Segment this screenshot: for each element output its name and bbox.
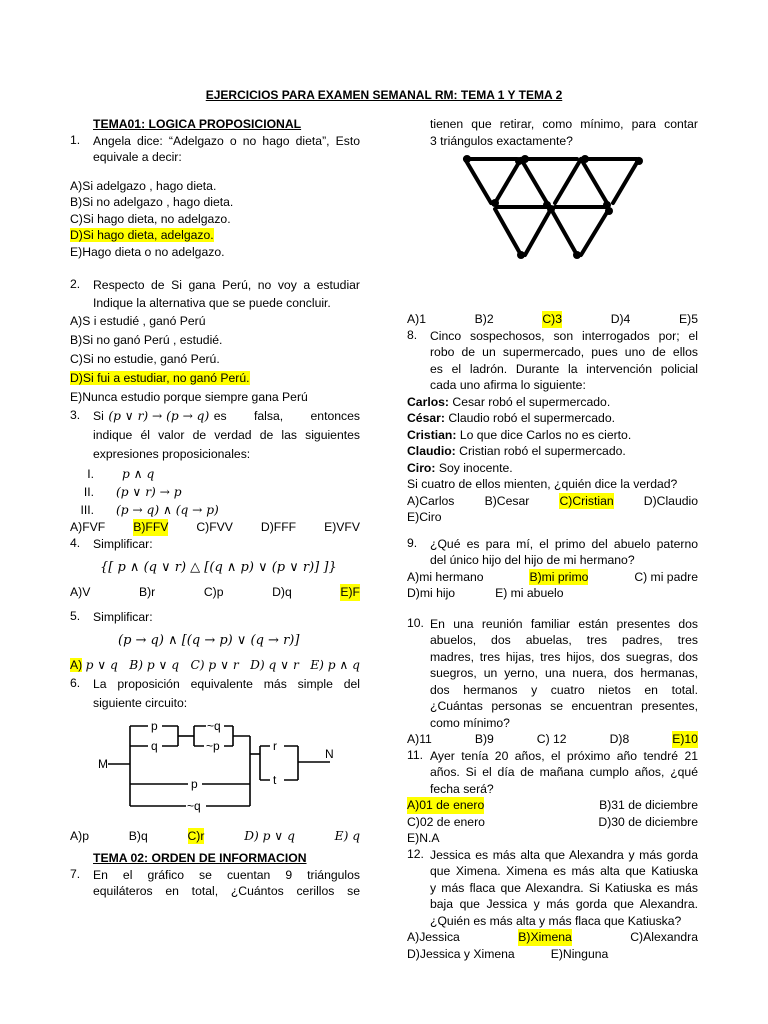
question-7-continued: tienen que retirar, como mínimo, para contar [430,117,698,131]
option-d-highlighted: D)Si hago dieta, adelgazo. [70,228,214,242]
formula: (p → q) ∧ [(q → p) ∨ (q → r)] [118,633,300,648]
option-d: D)q [272,585,292,599]
option-d: D)Claudio [643,493,698,508]
option-a: A)V [70,585,91,599]
si-label: Si [93,409,104,423]
option-b: B)r [138,585,156,599]
question-text: En el gráfico se cuentan 9 triángulos [93,867,360,882]
question-number: 5. [70,608,81,623]
question-text: Simplificar: [93,536,153,551]
option-a: A)mi hermano [407,569,484,584]
question-text: Ayer tenía 20 años, el próximo año tendré 21 [430,748,698,763]
option-b-highlighted: B)mi primo [529,569,589,584]
question-9 [407,536,698,569]
question-text: suegros, un yerno, una nuera, dos hermanas, [430,666,698,680]
question-4 [70,536,360,553]
option-e: E)VFV [324,520,360,534]
option-a-highlighted: A) [70,658,83,672]
question-text: Respecto de Si gana Perú, no voy a estudiar [93,278,360,292]
question-10 [407,616,698,732]
statement: César: Claudio robó el supermercado. [407,411,615,425]
question-12 [407,847,698,930]
option-e: E)Hago dieta o no adelgazo. [70,244,225,259]
section-heading-tema1: TEMA01: LOGICA PROPOSICIONAL [93,117,302,131]
question-text: Jessica es más alta que Alexandra y más gorda [430,847,698,862]
option-b: B)Si no adelgazo , hago dieta. [70,195,234,209]
page-title: EJERCICIOS PARA EXAMEN SEMANAL RM: TEMA 1 Y TEMA 2 [205,88,563,102]
options-row [407,814,698,831]
option-b: B)Cesar [484,493,530,508]
statement: Carlos: Cesar robó el supermercado. [407,394,611,409]
question-number: 10. [407,615,424,630]
question-1 [70,133,360,166]
options-row [407,731,698,748]
question-text: indique él valor de verdad de las siguientes [93,428,360,442]
question-number: 7. [70,866,81,881]
option-d: D)8 [609,732,630,746]
question-3 [70,408,360,465]
section-heading-tema2: TEMA 02: ORDEN DE INFORMACION [93,851,307,865]
question-2 [70,277,360,313]
question-text: es falsa, entonces [213,409,360,423]
question-number: 4. [70,535,81,550]
option-b: B)Si no ganó Perú , estudié. [70,333,223,347]
options-row [70,584,360,601]
option-a: A)1 [407,312,426,326]
formula: (p ∨ r) → (p → q) [108,409,210,423]
question-7 [70,867,360,900]
options-row: A) p ∨ q B) p ∨ q C) p ∨ r D) q ∨ r E) p ∧ q [70,658,360,672]
switch-label: t [273,772,277,787]
question-number: 2. [70,277,81,291]
option-d: D)mi hijo [407,586,456,600]
question-number: 9. [407,535,418,550]
circuit-diagram [98,716,338,824]
option-c-highlighted: C)3 [542,312,562,326]
question-text: fecha será? [430,781,494,796]
question-text: ¿Qué es para mí, el primo del abuelo paterno [430,536,698,551]
option-e: E) p ∧ q [310,658,360,672]
option-c: C)Alexandra [630,930,698,944]
option-c: C) 12 [536,732,567,746]
node-m: M [98,756,108,771]
question-text: cada uno afirma lo siguiente: [430,378,586,392]
options-row [407,929,698,946]
option-b: B)31 de diciembre [599,798,698,812]
formula: {[ p ∧ (q ∨ r) △ [(q ∧ p) ∨ (p ∨ r)] ]} [100,560,337,575]
option-c: C) p ∨ r [190,658,239,672]
option-c: C)Si hago dieta, no adelgazo. [70,211,231,226]
option-e: E) q [334,828,360,843]
statement: Cristian: Lo que dice Carlos no es cierto. [407,427,632,442]
switch-label: ~q [187,798,201,813]
question-text: baja que Jessica y más gorda que Alexandra. [430,897,698,911]
question-text: y más flaca que Alexandra. Si Katiuska es más [430,880,698,895]
option-e: E) mi abuelo [495,586,564,600]
question-number: 3. [70,408,81,422]
option-c: C)Si no estudie, ganó Perú. [70,352,220,366]
matchstick-figure [459,155,659,273]
question-text: Indique la alternativa que se puede concluir. [93,296,331,310]
option-b: B)2 [474,312,494,326]
options-row [70,828,360,845]
question-text: equivale a decir: [93,150,182,164]
option-a: A)11 [407,732,432,746]
question-text: como mínimo? [430,715,510,730]
option-e: E)N.A [407,831,440,845]
options-row [407,569,698,586]
item-i: I. p ∧ q [87,467,155,481]
question-text: ¿Cuántas personas se encuentran presentes, [430,699,698,713]
question-text: dos hermanos y cuatro nietos en total. [430,682,698,697]
question-text: es el ladrón. Durante la intervención policial [430,361,698,376]
switch-label: p [151,718,158,733]
switch-label: r [273,738,277,753]
options-row [407,797,698,814]
option-b-highlighted: B)FFV [133,520,169,534]
question-number: 11. [407,747,424,762]
statement: Claudio: Cristian robó el supermercado. [407,444,626,458]
option-d: D) q ∨ r [250,658,299,672]
question-text: robo de un supermercado, pues uno de ellos [430,345,698,359]
option-d: D)4 [610,312,631,326]
option-e-highlighted: E)F [340,585,360,599]
question-text: Si cuatro de ellos mienten, ¿quién dice la verdad? [407,477,678,491]
options-row [70,519,360,536]
left-column [70,116,360,900]
question-text: siguiente circuito: [93,695,188,710]
options-row [407,493,698,510]
option-e: E)5 [679,312,698,326]
right-column [407,116,698,962]
options-row [407,311,698,328]
question-text: En una reunión familiar están presentes dos [430,616,698,631]
question-text: ¿Quién es más alta y más flaca que Katiuska? [430,913,682,928]
option-c-highlighted: C)r [187,828,205,843]
option-c: C)FVV [196,520,233,534]
option-e-highlighted: E)10 [672,732,698,746]
question-text: abuelos, dos abuelas, tres padres, tres [430,633,698,647]
option-d: D)FFF [260,520,297,534]
option-d-highlighted: D)Si fui a estudiar, no ganó Perú. [70,371,250,385]
option-b: B) p ∨ q [129,658,180,672]
option-d: D)Jessica y Ximena [407,946,515,961]
option-e: E)Ninguna [550,946,609,961]
switch-label: p [191,776,198,791]
question-text: equiláteros en total, ¿Cuántos cerillos se [93,884,360,898]
switch-label: ~p [206,738,220,753]
item-iii: III. (p → q) ∧ (q → p) [80,503,219,517]
question-number: 12. [407,846,424,861]
question-text: madres, tres hijas, tres hijos, dos suegras, dos [430,649,698,664]
option-c: C) mi padre [634,569,698,584]
option-c-highlighted: C)Cristian [559,493,614,508]
option-a: A)Carlos [407,493,455,508]
item-ii: II. (p ∨ r) → p [83,485,182,499]
option-d: D)30 de diciembre [598,814,698,829]
question-text: que Ximena. Ximena es más alta que Katiuska [430,864,698,878]
node-n: N [325,746,334,761]
option-a: A)p [70,828,89,843]
question-text: expresiones proposicionales: [93,447,251,461]
option-e: E)Nunca estudio porque siempre gana Perú [70,390,308,404]
option-a-highlighted: A)01 de enero [407,798,485,812]
question-text: La proposición equivalente más simple del [93,676,360,691]
option-b: B)9 [474,732,494,746]
question-8 [407,328,698,394]
option-a: A)FVF [70,520,106,534]
question-number: 6. [70,675,81,690]
option-a: A)Si adelgazo , hago dieta. [70,178,217,193]
option-c: C)02 de enero [407,814,485,829]
option-b: B)q [128,828,148,843]
option-a: A)S i estudié , ganó Perú [70,314,206,328]
question-11 [407,748,698,798]
option-b-highlighted: B)Ximena [518,930,572,944]
question-text: Angela dice: “Adelgazo o no hago dieta”, Esto [93,133,360,148]
question-6 [70,676,360,714]
switch-label: q [151,738,158,753]
question-text: años. Si el día de mañana cumplo años, ¿qué [430,765,698,779]
option-d: D) p ∨ q [244,828,295,843]
option-a: A)Jessica [407,930,460,944]
option-c: C)p [203,585,224,599]
question-text: del único hijo del hijo de mi hermano? [430,553,635,567]
question-7-continued: 3 triángulos exactamente? [430,133,573,148]
question-text: Simplificar: [93,609,153,624]
switch-label: ~q [207,718,221,733]
question-number: 1. [70,132,81,147]
question-text: Cinco sospechosos, son interrogados por; el [430,328,698,343]
question-number: 8. [407,327,418,342]
question-5 [70,609,360,626]
statement: Ciro: Soy inocente. [407,460,513,475]
option-e: E)Ciro [407,510,442,524]
